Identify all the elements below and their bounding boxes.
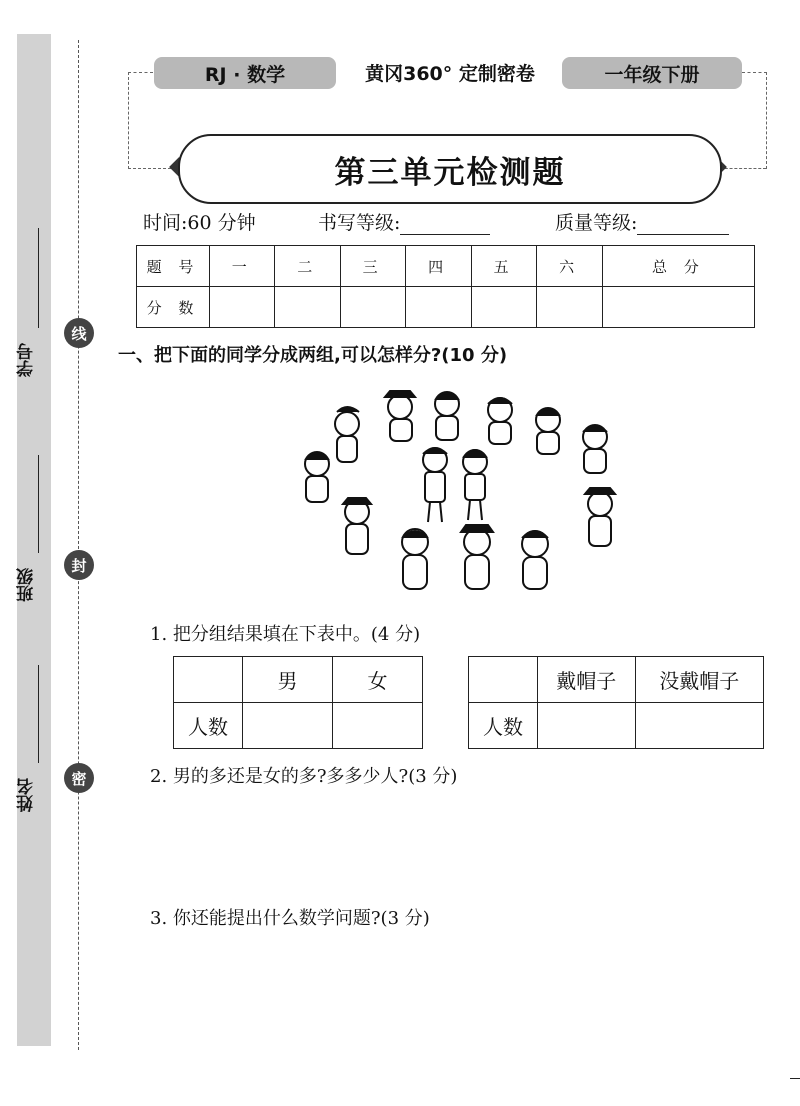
score-cell[interactable] [537,287,602,328]
score-header-label: 题 号 [137,246,210,287]
binding-dot-seal: 封 [64,550,94,580]
writing-grade-text: 书写等级: [318,212,401,234]
binding-margin [17,34,51,1046]
hat-row-label: 人数 [469,703,538,749]
child-figure [335,407,359,462]
binding-dot-secret: 密 [64,763,94,793]
score-col-4: 四 [406,246,471,287]
child-figure [305,452,329,502]
quality-grade-text: 质量等级: [555,212,638,234]
quality-grade-label [555,208,729,235]
child-figure [463,450,487,520]
score-col-6: 六 [537,246,602,287]
score-col-1: 一 [210,246,275,287]
hat-header-wearing: 戴帽子 [538,657,636,703]
gender-row-label: 人数 [174,703,243,749]
child-figure [488,398,512,444]
score-cell[interactable] [210,287,275,328]
hat-header-not-wearing: 没戴帽子 [635,657,763,703]
header-bracket-right [742,72,767,169]
subject-pill: RJ · 数学 [154,57,336,89]
score-cell[interactable] [602,287,754,328]
score-col-5: 五 [471,246,536,287]
male-count-cell[interactable] [243,703,333,749]
sub-question-2: 2. 男的多还是女的多?多多少人?(3 分) [150,766,458,787]
header-bar [150,57,745,91]
class-blank [38,455,39,553]
writing-grade-label [318,208,490,235]
score-cell[interactable] [275,287,340,328]
student-id-label: 学号 [17,343,37,377]
class-label: 班级 [17,568,37,602]
cut-line [78,40,79,1050]
score-row-label: 分 数 [137,287,210,328]
score-table [136,245,755,328]
header-bracket-left-tail [128,168,176,169]
hat-table-corner [469,657,538,703]
child-figure [343,498,371,554]
score-col-total: 总 分 [602,246,754,287]
score-cell[interactable] [340,287,405,328]
gender-header-female: 女 [333,657,423,703]
score-cell[interactable] [471,287,536,328]
info-row [143,208,753,238]
female-count-cell[interactable] [333,703,423,749]
quality-grade-blank[interactable] [637,212,729,235]
writing-grade-blank[interactable] [400,212,490,235]
student-id-blank [38,228,39,328]
child-figure [585,488,615,546]
score-col-3: 三 [340,246,405,287]
no-hat-count-cell[interactable] [635,703,763,749]
child-figure [583,425,607,473]
name-label: 姓名 [17,778,37,812]
child-figure [461,525,493,589]
brand-title: 黄冈360° 定制密卷 [365,63,535,85]
hat-count-cell[interactable] [538,703,636,749]
gender-header-male: 男 [243,657,333,703]
binding-dot-line: 线 [64,318,94,348]
gender-table-corner [174,657,243,703]
child-figure [402,529,428,589]
header-bracket-right-tail [720,168,766,169]
children-circle-illustration [295,382,625,597]
hat-table [468,656,764,749]
score-col-2: 二 [275,246,340,287]
corner-mark [790,1078,800,1079]
question-1-title: 一、把下面的同学分成两组,可以怎样分?(10 分) [118,345,508,366]
page-title: 第三单元检测题 [178,134,722,204]
child-figure [522,531,548,589]
sub-question-1: 1. 把分组结果填在下表中。(4 分) [150,624,421,645]
child-figure [423,448,447,522]
gender-table [173,656,423,749]
child-figure [435,392,459,440]
score-cell[interactable] [406,287,471,328]
name-blank [38,665,39,763]
sub-question-3: 3. 你还能提出什么数学问题?(3 分) [150,908,430,929]
grade-pill: 一年级下册 [562,57,742,89]
time-info: 时间:60 分钟 [143,212,256,234]
child-figure [385,391,415,441]
child-figure [536,408,560,454]
